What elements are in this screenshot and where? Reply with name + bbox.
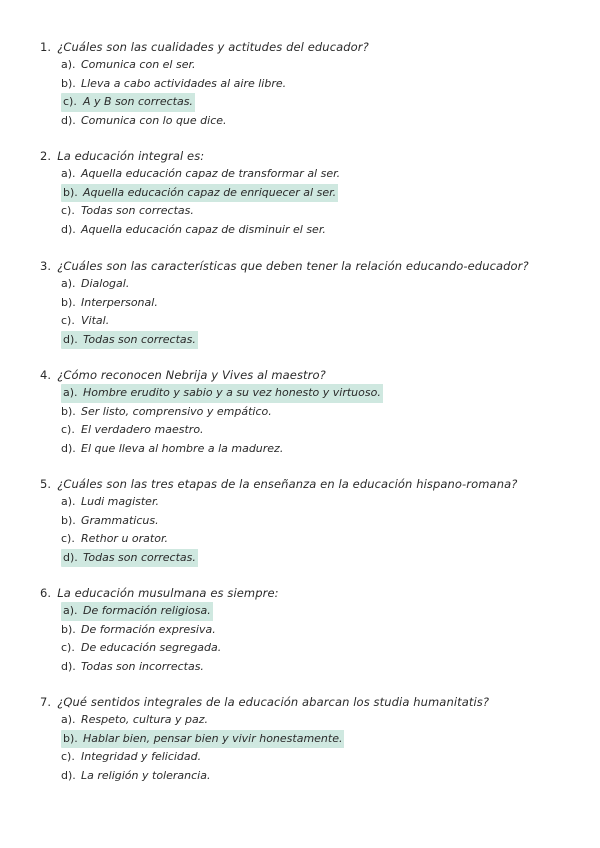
question-2 bbox=[40, 147, 580, 239]
option-text-highlighted: Todas son correctas. bbox=[81, 549, 198, 568]
option-letter: b). bbox=[61, 404, 76, 418]
question-text bbox=[40, 38, 580, 56]
option-c bbox=[40, 748, 580, 767]
question-prompt: ¿Cuáles son las características que deben tener la relación educando-educador? bbox=[57, 259, 529, 273]
option-text: Aquella educación capaz de disminuir el ser. bbox=[81, 222, 326, 236]
option-text: Interpersonal. bbox=[81, 295, 158, 309]
option-text: Aquella educación capaz de transformar al ser. bbox=[81, 167, 341, 180]
option-text: Grammaticus. bbox=[81, 513, 159, 527]
question-prompt: ¿Cuáles son las cualidades y actitudes del educador? bbox=[57, 40, 369, 54]
option-text-highlighted: Todas son correctas. bbox=[81, 331, 198, 350]
option-letter: a). bbox=[61, 602, 83, 621]
question-text bbox=[40, 584, 580, 602]
option-letter: c). bbox=[61, 750, 75, 764]
option-letter: d). bbox=[61, 549, 83, 568]
question-prompt: ¿Cómo reconocen Nebrija y Vives al maestro? bbox=[57, 368, 326, 382]
option-letter: c). bbox=[61, 423, 75, 437]
option-text: Lleva a cabo actividades al aire libre. bbox=[81, 76, 287, 90]
option-d bbox=[40, 112, 580, 131]
option-list bbox=[40, 711, 580, 785]
question-text bbox=[40, 693, 580, 711]
option-text: El verdadero maestro. bbox=[81, 423, 204, 437]
option-letter: d). bbox=[61, 441, 76, 455]
option-a bbox=[40, 56, 580, 75]
option-a bbox=[40, 275, 580, 294]
option-text: Integridad y felicidad. bbox=[81, 750, 202, 764]
option-d bbox=[40, 658, 580, 677]
option-text: La religión y tolerancia. bbox=[81, 768, 211, 782]
option-letter: b). bbox=[61, 184, 83, 203]
question-text bbox=[40, 257, 580, 275]
option-letter: c). bbox=[61, 204, 75, 218]
question-number: 5. bbox=[40, 477, 52, 491]
option-text-highlighted: Hablar bien, pensar bien y vivir honestamente. bbox=[81, 730, 344, 749]
option-text: De formación expresiva. bbox=[81, 622, 216, 636]
option-b bbox=[40, 403, 580, 422]
option-list bbox=[40, 493, 580, 567]
option-d-correct bbox=[40, 549, 580, 568]
question-7 bbox=[40, 693, 580, 785]
option-list bbox=[40, 275, 580, 349]
option-text: Respeto, cultura y paz. bbox=[81, 713, 209, 726]
option-text-highlighted: A y B son correctas. bbox=[81, 93, 195, 112]
option-c bbox=[40, 312, 580, 331]
option-letter: a). bbox=[61, 58, 76, 71]
question-number: 3. bbox=[40, 259, 52, 273]
question-text bbox=[40, 475, 580, 493]
option-letter: a). bbox=[61, 495, 76, 508]
question-4 bbox=[40, 366, 580, 458]
option-text-highlighted: Aquella educación capaz de enriquecer al ser. bbox=[81, 184, 338, 203]
question-number: 2. bbox=[40, 149, 52, 163]
option-text: Rethor u orator. bbox=[81, 532, 168, 546]
option-letter: b). bbox=[61, 295, 76, 309]
option-text-highlighted: De formación religiosa. bbox=[81, 602, 213, 621]
option-b-correct bbox=[40, 730, 580, 749]
option-text: Todas son incorrectas. bbox=[81, 659, 204, 673]
option-letter: c). bbox=[61, 641, 75, 655]
option-b bbox=[40, 512, 580, 531]
option-letter: b). bbox=[61, 730, 83, 749]
option-letter: b). bbox=[61, 622, 76, 636]
option-c bbox=[40, 421, 580, 440]
question-6 bbox=[40, 584, 580, 676]
question-prompt: ¿Cuáles son las tres etapas de la enseñanza en la educación hispano-romana? bbox=[57, 477, 518, 491]
option-text: De educación segregada. bbox=[81, 641, 222, 655]
option-a bbox=[40, 165, 580, 184]
option-letter: b). bbox=[61, 76, 76, 90]
option-letter: d). bbox=[61, 659, 76, 673]
option-list bbox=[40, 602, 580, 676]
question-text bbox=[40, 147, 580, 165]
question-3 bbox=[40, 257, 580, 349]
option-letter: d). bbox=[61, 222, 76, 236]
option-text: Comunica con el ser. bbox=[81, 58, 196, 71]
option-letter: a). bbox=[61, 277, 76, 290]
question-1 bbox=[40, 38, 580, 130]
question-5 bbox=[40, 475, 580, 567]
option-b bbox=[40, 621, 580, 640]
option-c bbox=[40, 530, 580, 549]
question-prompt: La educación integral es: bbox=[57, 149, 205, 163]
option-a bbox=[40, 493, 580, 512]
option-b bbox=[40, 294, 580, 313]
option-c bbox=[40, 202, 580, 221]
option-letter: d). bbox=[61, 768, 76, 782]
option-letter: a). bbox=[61, 713, 76, 726]
question-number: 4. bbox=[40, 368, 52, 382]
question-text bbox=[40, 366, 580, 384]
question-number: 6. bbox=[40, 586, 52, 600]
option-list bbox=[40, 384, 580, 458]
option-letter: a). bbox=[61, 167, 76, 180]
option-letter: a). bbox=[61, 384, 83, 403]
option-text: Comunica con lo que dice. bbox=[81, 113, 227, 127]
option-c-correct bbox=[40, 93, 580, 112]
option-text: Todas son correctas. bbox=[81, 204, 194, 218]
option-a bbox=[40, 711, 580, 730]
option-letter: d). bbox=[61, 113, 76, 127]
option-b-correct bbox=[40, 184, 580, 203]
question-number: 1. bbox=[40, 40, 52, 54]
question-prompt: La educación musulmana es siempre: bbox=[57, 586, 279, 600]
option-list bbox=[40, 56, 580, 130]
question-prompt: ¿Qué sentidos integrales de la educación abarcan los studia humanitatis? bbox=[57, 695, 490, 709]
option-letter: c). bbox=[61, 93, 83, 112]
option-a-correct bbox=[40, 384, 580, 403]
question-number: 7. bbox=[40, 695, 52, 709]
option-d-correct bbox=[40, 331, 580, 350]
option-c bbox=[40, 639, 580, 658]
option-d bbox=[40, 440, 580, 459]
option-text: Ser listo, comprensivo y empático. bbox=[81, 404, 272, 418]
option-text: Vital. bbox=[81, 314, 110, 328]
option-b bbox=[40, 75, 580, 94]
option-letter: b). bbox=[61, 513, 76, 527]
option-letter: d). bbox=[61, 331, 83, 350]
option-letter: c). bbox=[61, 532, 75, 546]
option-text: Dialogal. bbox=[81, 277, 130, 290]
option-list bbox=[40, 165, 580, 239]
option-d bbox=[40, 221, 580, 240]
option-text: Ludi magister. bbox=[81, 495, 159, 508]
option-a-correct bbox=[40, 602, 580, 621]
option-d bbox=[40, 767, 580, 786]
option-letter: c). bbox=[61, 314, 75, 328]
option-text: El que lleva al hombre a la madurez. bbox=[81, 441, 284, 455]
option-text-highlighted: Hombre erudito y sabio y a su vez honesto y virtuoso. bbox=[81, 384, 383, 403]
